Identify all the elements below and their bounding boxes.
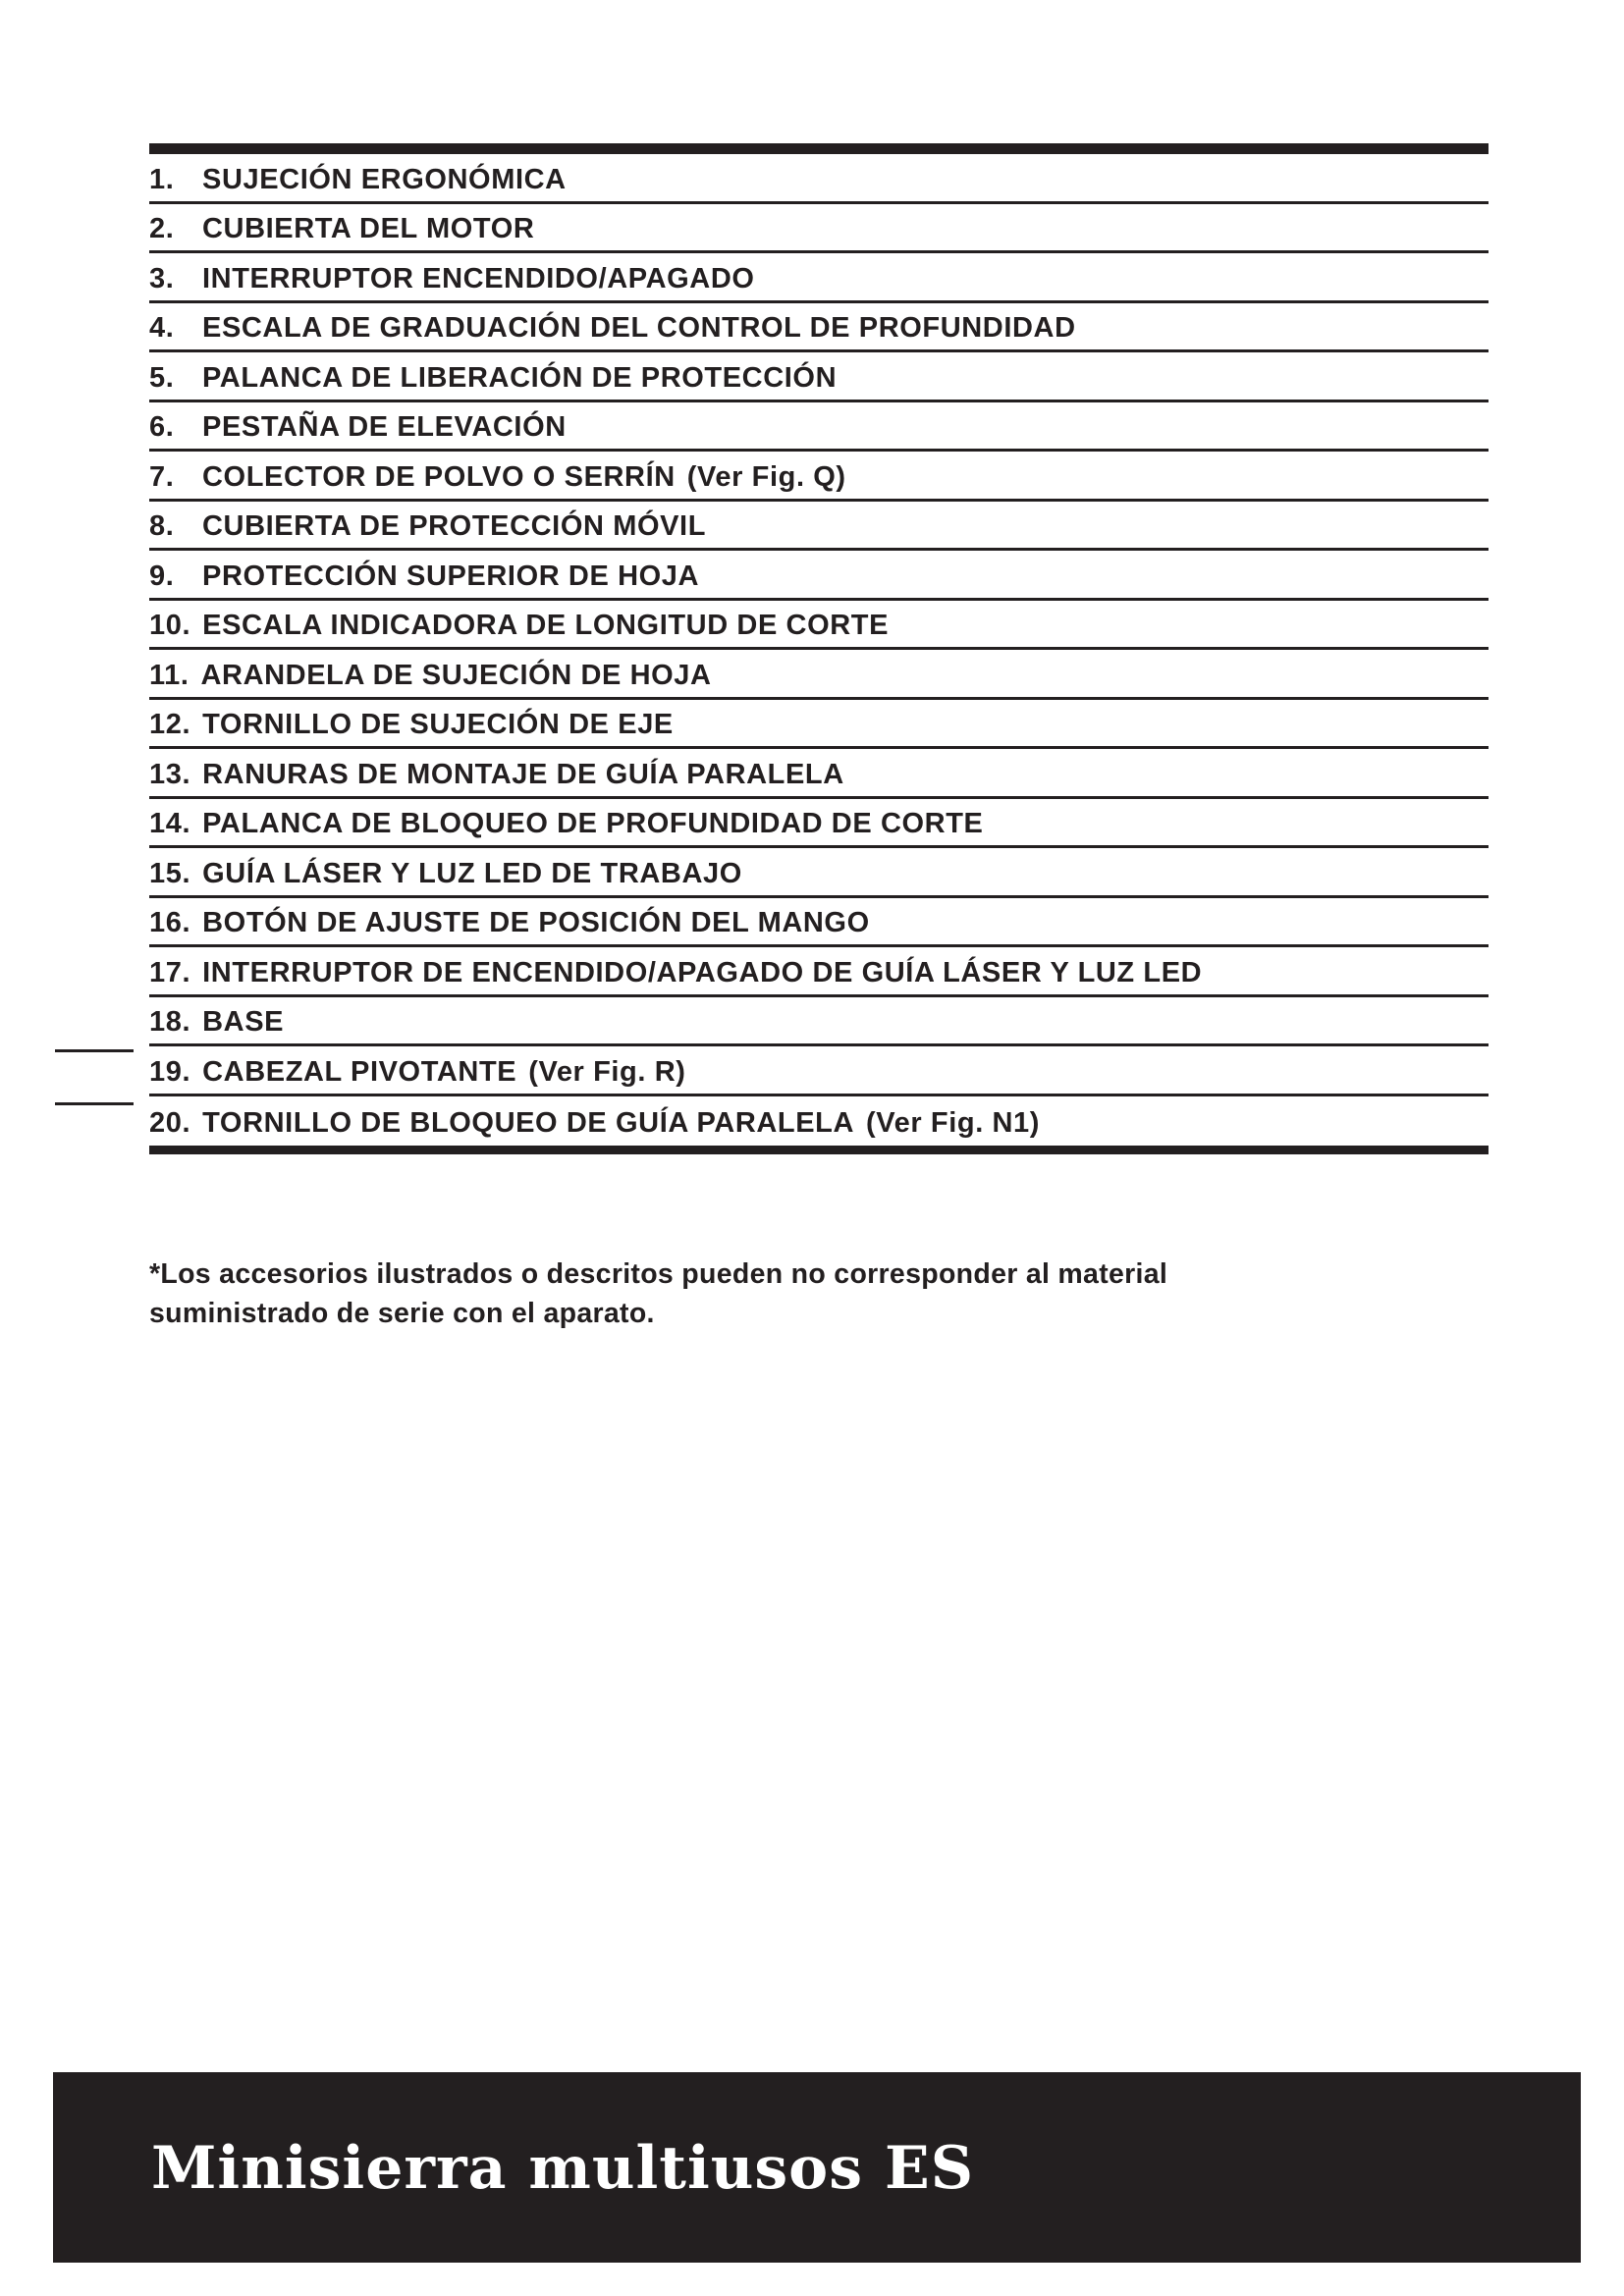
item-number: 2. (149, 213, 175, 245)
item-label: BASE (202, 1006, 285, 1039)
parts-list (149, 143, 1489, 1154)
footnote-line: *Los accesorios ilustrados o descritos pueden no corresponder al material (149, 1258, 1168, 1290)
item-number: 16. (149, 907, 191, 939)
item-number: 17. (149, 956, 191, 988)
item-label: INTERRUPTOR DE ENCENDIDO/APAGADO DE GUÍA LÁSER Y LUZ LED (202, 956, 1203, 988)
footnote-line: suministrado de serie con el aparato. (149, 1298, 655, 1329)
item-label: PALANCA DE LIBERACIÓN DE PROTECCIÓN (202, 361, 838, 394)
list-item (149, 253, 1489, 303)
product-title (151, 2134, 974, 2203)
list-item (149, 352, 1489, 402)
item-number: 6. (149, 411, 175, 444)
list-item (149, 204, 1489, 254)
item-label: CUBIERTA DE PROTECCIÓN MÓVIL (202, 510, 707, 543)
product-name: Minisierra multiusos (151, 2134, 863, 2203)
item-number: 13. (149, 758, 191, 790)
item-label: TORNILLO DE SUJECIÓN DE EJE (202, 709, 674, 741)
item-number: 9. (149, 560, 175, 592)
item-label: INTERRUPTOR ENCENDIDO/APAGADO (202, 262, 755, 294)
language-code: ES (884, 2134, 975, 2203)
margin-rule (55, 1102, 134, 1105)
figure-reference: (Ver Fig. Q) (686, 460, 846, 493)
item-label: ESCALA DE GRADUACIÓN DEL CONTROL DE PROFUNDIDAD (202, 312, 1076, 345)
list-item (149, 551, 1489, 601)
list-item (149, 799, 1489, 849)
item-label: CABEZAL PIVOTANTE (202, 1055, 517, 1088)
item-number: 3. (149, 262, 175, 294)
item-label: GUÍA LÁSER Y LUZ LED DE TRABAJO (202, 857, 742, 889)
list-item (149, 303, 1489, 353)
item-number: 12. (149, 709, 191, 741)
list-item (149, 402, 1489, 453)
item-label: PALANCA DE BLOQUEO DE PROFUNDIDAD DE CORTE (202, 808, 984, 840)
footer-bar (53, 2072, 1581, 2263)
item-label: COLECTOR DE POLVO O SERRÍN (202, 460, 676, 493)
item-number: 8. (149, 510, 175, 543)
list-item (149, 700, 1489, 750)
item-number: 10. (149, 610, 191, 642)
list-item (149, 749, 1489, 799)
footnote (149, 1255, 1465, 1333)
item-number: 18. (149, 1006, 191, 1039)
list-item (149, 947, 1489, 997)
list-item (149, 848, 1489, 898)
figure-reference: (Ver Fig. N1) (866, 1106, 1041, 1139)
item-number: 7. (149, 460, 175, 493)
item-number: 11. (149, 659, 189, 691)
list-item (149, 997, 1489, 1047)
list-item (149, 502, 1489, 552)
list-item (149, 154, 1489, 204)
item-label: SUJECIÓN ERGONÓMICA (202, 163, 567, 195)
item-number: 1. (149, 163, 175, 195)
item-label: ESCALA INDICADORA DE LONGITUD DE CORTE (202, 610, 890, 642)
list-item (149, 1096, 1489, 1147)
item-label: TORNILLO DE BLOQUEO DE GUÍA PARALELA (202, 1106, 855, 1139)
item-number: 20. (149, 1106, 191, 1139)
item-label: CUBIERTA DEL MOTOR (202, 213, 535, 245)
item-label: RANURAS DE MONTAJE DE GUÍA PARALELA (202, 758, 844, 790)
list-item (149, 1046, 1489, 1096)
list-item (149, 650, 1489, 700)
item-number: 4. (149, 312, 175, 345)
item-label: PESTAÑA DE ELEVACIÓN (202, 411, 567, 444)
item-label: BOTÓN DE AJUSTE DE POSICIÓN DEL MANGO (202, 907, 870, 939)
item-number: 14. (149, 808, 191, 840)
item-number: 5. (149, 361, 175, 394)
list-item (149, 601, 1489, 651)
list-item (149, 452, 1489, 502)
item-label: PROTECCIÓN SUPERIOR DE HOJA (202, 560, 700, 592)
item-label: ARANDELA DE SUJECIÓN DE HOJA (200, 659, 712, 691)
list-item (149, 898, 1489, 948)
item-number: 15. (149, 857, 191, 889)
margin-rule (55, 1049, 134, 1052)
figure-reference: (Ver Fig. R) (528, 1055, 686, 1088)
item-number: 19. (149, 1055, 191, 1088)
